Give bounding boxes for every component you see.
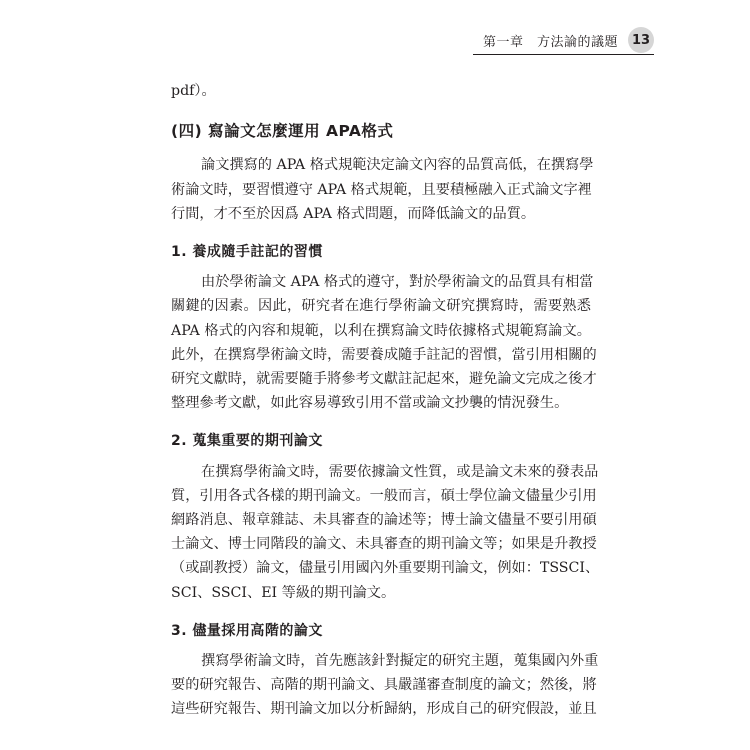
subsection-paragraph <box>171 649 599 722</box>
lead-text: pdf）。 <box>171 83 216 99</box>
paragraph-line: 關鍵的因素。因此，研究者在進行學術論文研究撰寫時，需要熟悉 <box>171 298 591 315</box>
section-heading: (四) 寫論文怎麼運用 APA格式 <box>171 122 394 141</box>
paragraph-line: 質，引用各式各樣的期刊論文。一般而言，碩士學位論文儘量少引用 <box>171 487 597 504</box>
paragraph-line: 行間，才不至於因爲 APA 格式問題，而降低論文的品質。 <box>171 205 536 222</box>
paragraph-line: 論文撰寫的 APA 格式規範決定論文內容的品質高低，在撰寫學 <box>201 157 594 174</box>
subsection-heading: 3. 儘量採用高階的論文 <box>171 622 323 639</box>
header-rule <box>473 54 654 55</box>
paragraph-line: 要的研究報告、高階的期刊論文、具嚴謹審查制度的論文；然後，將 <box>171 677 597 694</box>
paragraph-line: （或副教授）論文，儘量引用國內外重要期刊論文，例如：TSSCI、 <box>171 560 600 577</box>
page-number-badge: 13 <box>628 27 654 53</box>
paragraph-line: 在撰寫學術論文時，需要依據論文性質，或是論文未來的發表品 <box>201 463 599 480</box>
paragraph-line: 士論文、博士同階段的論文、未具審查的期刊論文等；如果是升教授 <box>171 536 597 553</box>
paragraph-line: 此外，在撰寫學術論文時，需要養成隨手註記的習慣，當引用相關的 <box>171 346 597 363</box>
paragraph-line: 這些研究報告、期刊論文加以分析歸納，形成自己的研究假設，並且 <box>171 701 597 718</box>
intro-paragraph <box>171 153 594 226</box>
paragraph-line: 網路消息、報章雜誌、未具審查的論述等；博士論文儘量不要引用碩 <box>171 512 597 529</box>
chapter-title: 第一章 方法論的議題 <box>482 34 618 50</box>
subsection-paragraph <box>171 460 600 605</box>
paragraph-line: 整理參考文獻，如此容易導致引用不當或論文抄襲的情況發生。 <box>171 395 569 412</box>
paragraph-line: 術論文時，要習慣遵守 APA 格式規範，且要積極融入正式論文字裡 <box>171 181 592 198</box>
paragraph-line: APA 格式的內容和規範，以利在撰寫論文時依據格式規範寫論文。 <box>171 322 591 339</box>
subsection-paragraph <box>171 270 597 415</box>
running-header <box>483 26 654 54</box>
subsection-heading: 2. 蒐集重要的期刊論文 <box>171 433 323 450</box>
paragraph-line: 撰寫學術論文時，首先應該針對擬定的研究主題，蒐集國內外重 <box>201 653 599 670</box>
paragraph-line: 由於學術論文 APA 格式的遵守，對於學術論文的品質具有相當 <box>201 274 594 291</box>
paragraph-line: 研究文獻時，就需要隨手將參考文獻註記起來，避免論文完成之後才 <box>171 371 597 388</box>
subsection-heading: 1. 養成隨手註記的習慣 <box>171 244 323 261</box>
paragraph-line: SCI、SSCI、EI 等級的期刊論文。 <box>171 584 396 601</box>
body-text <box>171 79 600 722</box>
